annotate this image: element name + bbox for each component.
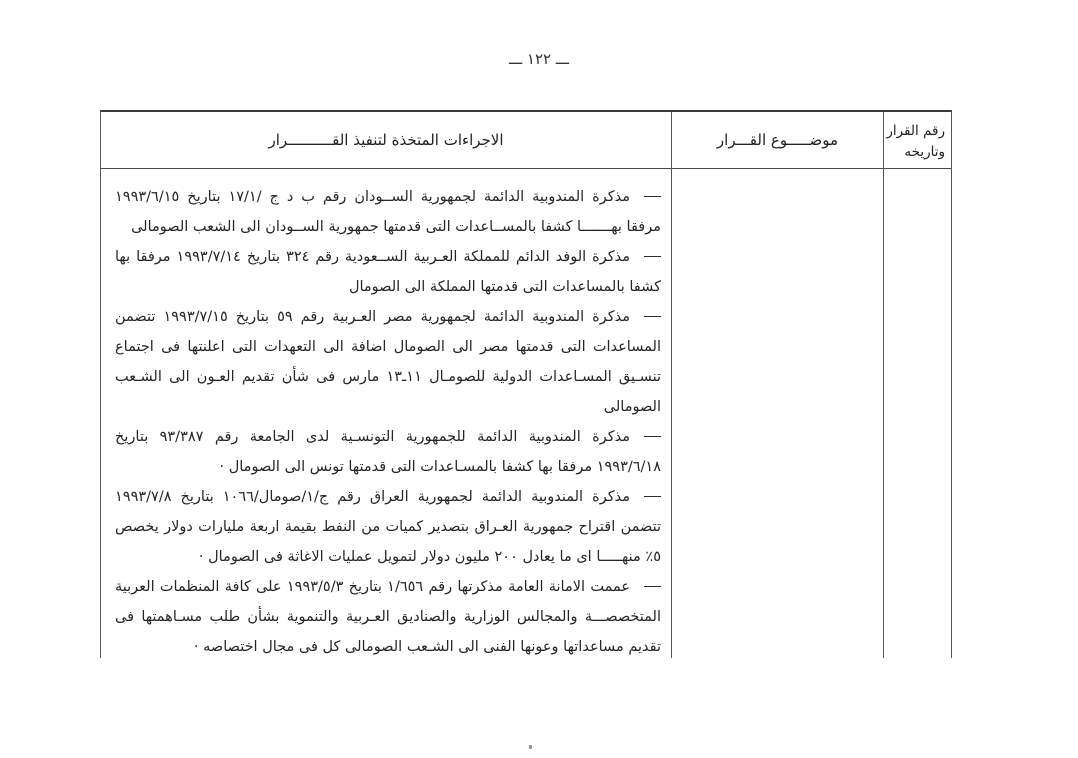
header-decision-number-line2: وتاريخه — [904, 143, 945, 160]
item-dash-icon — [644, 316, 661, 317]
header-actions-taken-label: الاجراءات المتخذة لتنفيذ القــــــــــرار — [268, 131, 504, 149]
item-dash-icon — [644, 196, 661, 197]
header-decision-number — [884, 112, 951, 169]
header-decision-subject-label: موضـــــوع القـــرار — [716, 131, 839, 149]
action-item — [115, 302, 661, 422]
scan-artifact-dot — [529, 745, 532, 749]
action-item — [115, 572, 661, 662]
action-item-text: مذكرة المندوبية الدائمة للجمهورية التونسـية لدى الجامعة رقم ٩٣/٣٨٧ بتاريخ ١٩٩٣/٦/١٨ مرفقا بها كشفا بالمسـاعدات التى قدمتها تونس الى الصومال · — [115, 429, 661, 475]
item-dash-icon — [644, 436, 661, 437]
column-decision-subject — [671, 112, 883, 658]
action-item — [115, 422, 661, 482]
action-item-text: مذكرة المندوبية الدائمة لجمهورية مصر العـربية رقم ٥٩ بتاريخ ١٩٩٣/٧/١٥ تتضمن المساعدات التى قدمتها مصر الى الصومال اضافة الى التعهدات التى اعلنتها فى اجتماع تنسـيق المسـاعدات الدولية للصومـال ‪١١ـ١٣‬ مارس فى شأن تقديم العـون الى الشـعب الصومالى — [115, 309, 661, 415]
action-item-text: مذكرة الوفد الدائم للمملكة العـربية الســعودية رقم ٣٢٤ بتاريخ ١٩٩٣/٧/١٤ مرفقا بها كشفا بالمساعدات التى قدمتها المملكة الى الصومال — [115, 249, 661, 295]
decisions-table — [100, 110, 952, 658]
header-actions-taken — [101, 112, 671, 169]
action-item — [115, 182, 661, 242]
action-item — [115, 242, 661, 302]
item-dash-icon — [644, 586, 661, 587]
action-item-text: مذكرة المندوبية الدائمة لجمهورية الســودان رقم ب د ج /١٧/١ بتاريخ ١٩٩٣/٦/١٥ مرفقا بهـــــــا كشفا بالمســاعدات التى قدمتها جمهورية الســودان الى الشعب الصومالى — [115, 189, 661, 235]
action-item-text: مذكرة المندوبية الدائمة لجمهورية العراق رقم ج/١/صومال/١٠٦٦ بتاريخ ١٩٩٣/٧/٨ تتضمن اقتراح جمهورية العـراق بتصدير كميات من النفط بقيمة اربعة مليارات دولار يخصص ٥٪ منهـــــا اى ما يعادل ٢٠٠ مليون دولار لتمويل عمليات الاغاثة فى الصومال · — [115, 489, 661, 565]
action-item — [115, 482, 661, 572]
column-actions-taken — [101, 112, 671, 658]
header-decision-number-line1: رقم القرار — [886, 122, 945, 139]
action-item-text: عممت الامانة العامة مذكرتها رقم ١/٦٥٦ بتاريخ ١٩٩٣/٥/٣ على كافة المنظمات العربية المتخصصـــة والمجالس الوزارية والصناديق العـربية والتنموية بشأن طلب مسـاهمتها فى تقديم مساعداتها وعونها الفنى الى الشـعب الصومالى كل فى مجال اختصاصه · — [115, 579, 661, 655]
item-dash-icon — [644, 496, 661, 497]
header-decision-subject — [672, 112, 883, 169]
column-decision-number — [883, 112, 951, 658]
page-number: ـــ ١٢٢ ـــ — [508, 50, 570, 68]
actions-taken-body — [101, 169, 671, 662]
item-dash-icon — [644, 256, 661, 257]
